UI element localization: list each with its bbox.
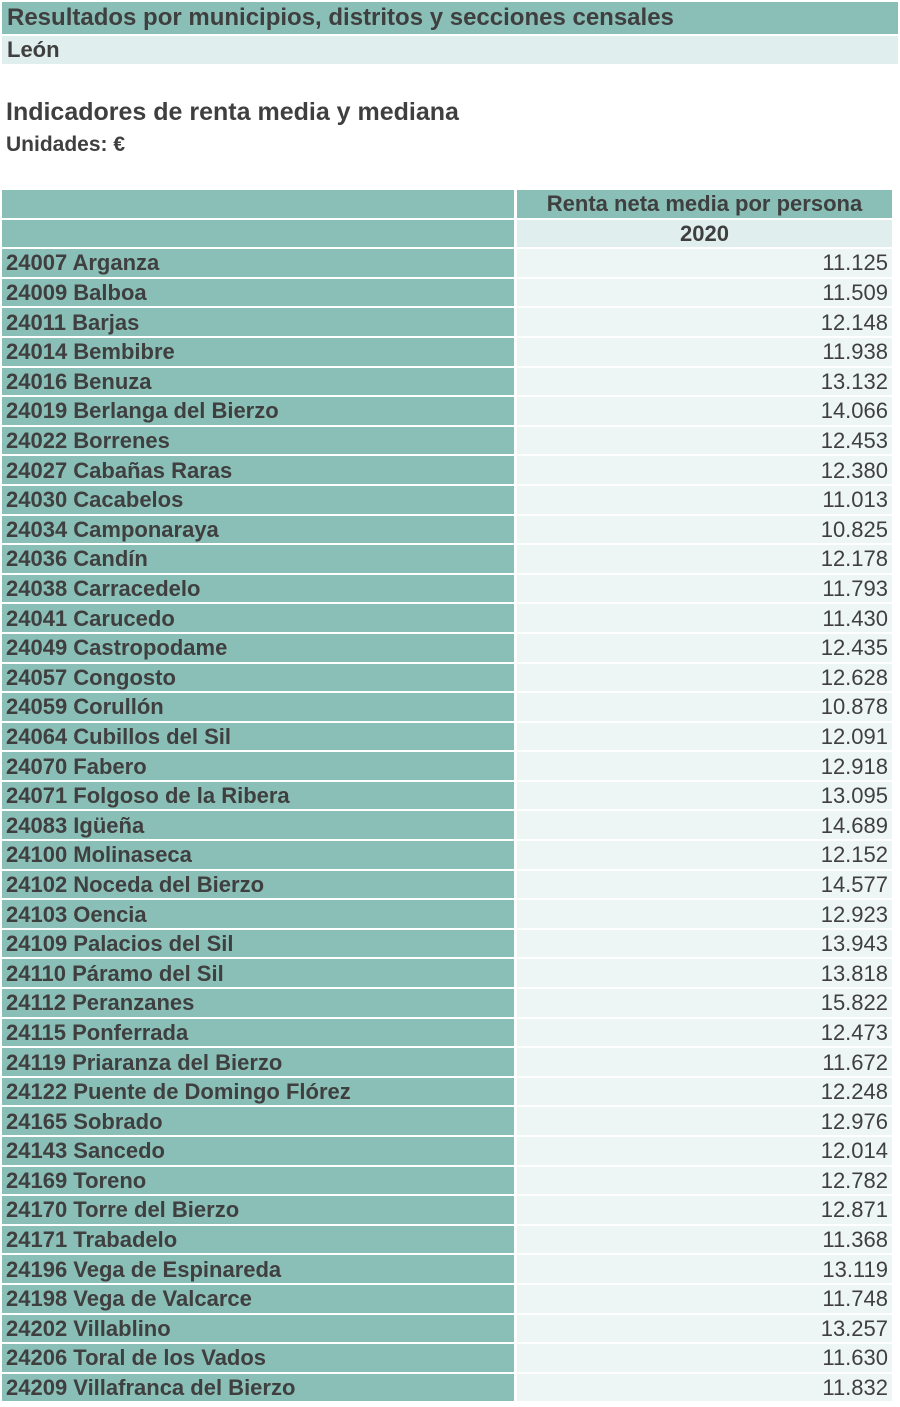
municipality-name: 24064 Cubillos del Sil	[2, 723, 514, 751]
income-value: 11.672	[517, 1048, 892, 1076]
table-row	[2, 486, 892, 514]
table-row	[2, 1315, 892, 1343]
income-value: 13.095	[517, 782, 892, 810]
table-row	[2, 397, 892, 425]
income-value: 14.577	[517, 871, 892, 899]
table-row	[2, 634, 892, 662]
municipality-name: 24014 Bembibre	[2, 338, 514, 366]
table-row	[2, 782, 892, 810]
year-header: 2020	[517, 220, 892, 248]
table-row	[2, 723, 892, 751]
table-row	[2, 1344, 892, 1372]
income-value: 11.368	[517, 1226, 892, 1254]
units-label: Unidades: €	[6, 133, 126, 156]
municipality-name: 24109 Palacios del Sil	[2, 930, 514, 958]
municipality-name: 24070 Fabero	[2, 752, 514, 780]
income-value: 12.923	[517, 900, 892, 928]
income-value: 12.380	[517, 456, 892, 484]
municipality-name: 24112 Peranzanes	[2, 989, 514, 1017]
municipality-name: 24143 Sancedo	[2, 1137, 514, 1165]
income-value: 12.918	[517, 752, 892, 780]
municipality-name: 24122 Puente de Domingo Flórez	[2, 1078, 514, 1106]
municipality-name: 24071 Folgoso de la Ribera	[2, 782, 514, 810]
indicator-title: Indicadores de renta media y mediana	[6, 98, 459, 126]
income-value: 14.066	[517, 397, 892, 425]
table-row	[2, 752, 892, 780]
table-row	[2, 664, 892, 692]
table-row	[2, 1196, 892, 1224]
income-value: 15.822	[517, 989, 892, 1017]
income-value: 11.630	[517, 1344, 892, 1372]
municipality-name: 24022 Borrenes	[2, 427, 514, 455]
table-row	[2, 516, 892, 544]
municipality-name: 24049 Castropodame	[2, 634, 514, 662]
province-label: León	[2, 36, 898, 64]
table-row	[2, 1226, 892, 1254]
income-value: 12.782	[517, 1167, 892, 1195]
income-value: 12.871	[517, 1196, 892, 1224]
municipality-name: 24103 Oencia	[2, 900, 514, 928]
municipality-name: 24115 Ponferrada	[2, 1019, 514, 1047]
income-value: 12.148	[517, 308, 892, 336]
income-value: 12.976	[517, 1107, 892, 1135]
year-empty-cell	[2, 220, 514, 248]
table-row	[2, 456, 892, 484]
income-value: 13.119	[517, 1255, 892, 1283]
income-value: 12.435	[517, 634, 892, 662]
table-row	[2, 249, 892, 277]
municipality-name: 24196 Vega de Espinareda	[2, 1255, 514, 1283]
municipality-name: 24169 Toreno	[2, 1167, 514, 1195]
table-row	[2, 308, 892, 336]
income-value: 12.091	[517, 723, 892, 751]
income-value: 12.248	[517, 1078, 892, 1106]
income-value: 11.748	[517, 1285, 892, 1313]
municipality-name: 24027 Cabañas Raras	[2, 456, 514, 484]
municipality-name: 24011 Barjas	[2, 308, 514, 336]
income-value: 11.430	[517, 604, 892, 632]
table-row	[2, 841, 892, 869]
municipality-name: 24036 Candín	[2, 545, 514, 573]
income-value: 10.878	[517, 693, 892, 721]
income-table	[2, 188, 892, 1403]
municipality-name: 24083 Igüeña	[2, 811, 514, 839]
table-row	[2, 900, 892, 928]
income-value: 12.152	[517, 841, 892, 869]
column-header: Renta neta media por persona	[517, 190, 892, 218]
table-row	[2, 693, 892, 721]
municipality-name: 24057 Congosto	[2, 664, 514, 692]
table-row	[2, 604, 892, 632]
income-value: 12.473	[517, 1019, 892, 1047]
municipality-name: 24206 Toral de los Vados	[2, 1344, 514, 1372]
income-value: 13.257	[517, 1315, 892, 1343]
income-value: 12.014	[517, 1137, 892, 1165]
income-value: 13.943	[517, 930, 892, 958]
municipality-name: 24209 Villafranca del Bierzo	[2, 1374, 514, 1402]
table-row	[2, 871, 892, 899]
income-value: 11.832	[517, 1374, 892, 1402]
municipality-name: 24202 Villablino	[2, 1315, 514, 1343]
table-row	[2, 545, 892, 573]
municipality-name: 24016 Benuza	[2, 368, 514, 396]
income-value: 11.938	[517, 338, 892, 366]
municipality-name: 24102 Noceda del Bierzo	[2, 871, 514, 899]
municipality-name: 24007 Arganza	[2, 249, 514, 277]
table-row	[2, 1019, 892, 1047]
income-value: 11.509	[517, 279, 892, 307]
income-value: 14.689	[517, 811, 892, 839]
table-row	[2, 1048, 892, 1076]
municipality-name: 24038 Carracedelo	[2, 575, 514, 603]
municipality-name: 24059 Corullón	[2, 693, 514, 721]
table-row	[2, 811, 892, 839]
municipality-name: 24041 Carucedo	[2, 604, 514, 632]
year-row	[2, 220, 892, 248]
municipality-name: 24198 Vega de Valcarce	[2, 1285, 514, 1313]
table-row	[2, 989, 892, 1017]
table-row	[2, 1285, 892, 1313]
table-row	[2, 930, 892, 958]
table-row	[2, 575, 892, 603]
income-value: 11.125	[517, 249, 892, 277]
table-row	[2, 1137, 892, 1165]
table-row	[2, 1107, 892, 1135]
table-row	[2, 1078, 892, 1106]
municipality-name: 24009 Balboa	[2, 279, 514, 307]
table-row	[2, 1167, 892, 1195]
municipality-name: 24170 Torre del Bierzo	[2, 1196, 514, 1224]
table-row	[2, 338, 892, 366]
municipality-name: 24110 Páramo del Sil	[2, 959, 514, 987]
income-value: 13.132	[517, 368, 892, 396]
table-row	[2, 368, 892, 396]
municipality-name: 24019 Berlanga del Bierzo	[2, 397, 514, 425]
report-title: Resultados por municipios, distritos y secciones censales	[2, 2, 898, 34]
municipality-name: 24165 Sobrado	[2, 1107, 514, 1135]
municipality-name: 24100 Molinaseca	[2, 841, 514, 869]
table-row	[2, 279, 892, 307]
municipality-name: 24171 Trabadelo	[2, 1226, 514, 1254]
table-row	[2, 959, 892, 987]
header-empty-cell	[2, 190, 514, 218]
income-value: 12.628	[517, 664, 892, 692]
municipality-name: 24030 Cacabelos	[2, 486, 514, 514]
income-value: 10.825	[517, 516, 892, 544]
table-row	[2, 1255, 892, 1283]
income-value: 13.818	[517, 959, 892, 987]
header-row	[2, 190, 892, 218]
income-value: 11.013	[517, 486, 892, 514]
income-value: 12.178	[517, 545, 892, 573]
income-value: 12.453	[517, 427, 892, 455]
municipality-name: 24119 Priaranza del Bierzo	[2, 1048, 514, 1076]
table-row	[2, 1374, 892, 1402]
municipality-name: 24034 Camponaraya	[2, 516, 514, 544]
table-row	[2, 427, 892, 455]
income-value: 11.793	[517, 575, 892, 603]
